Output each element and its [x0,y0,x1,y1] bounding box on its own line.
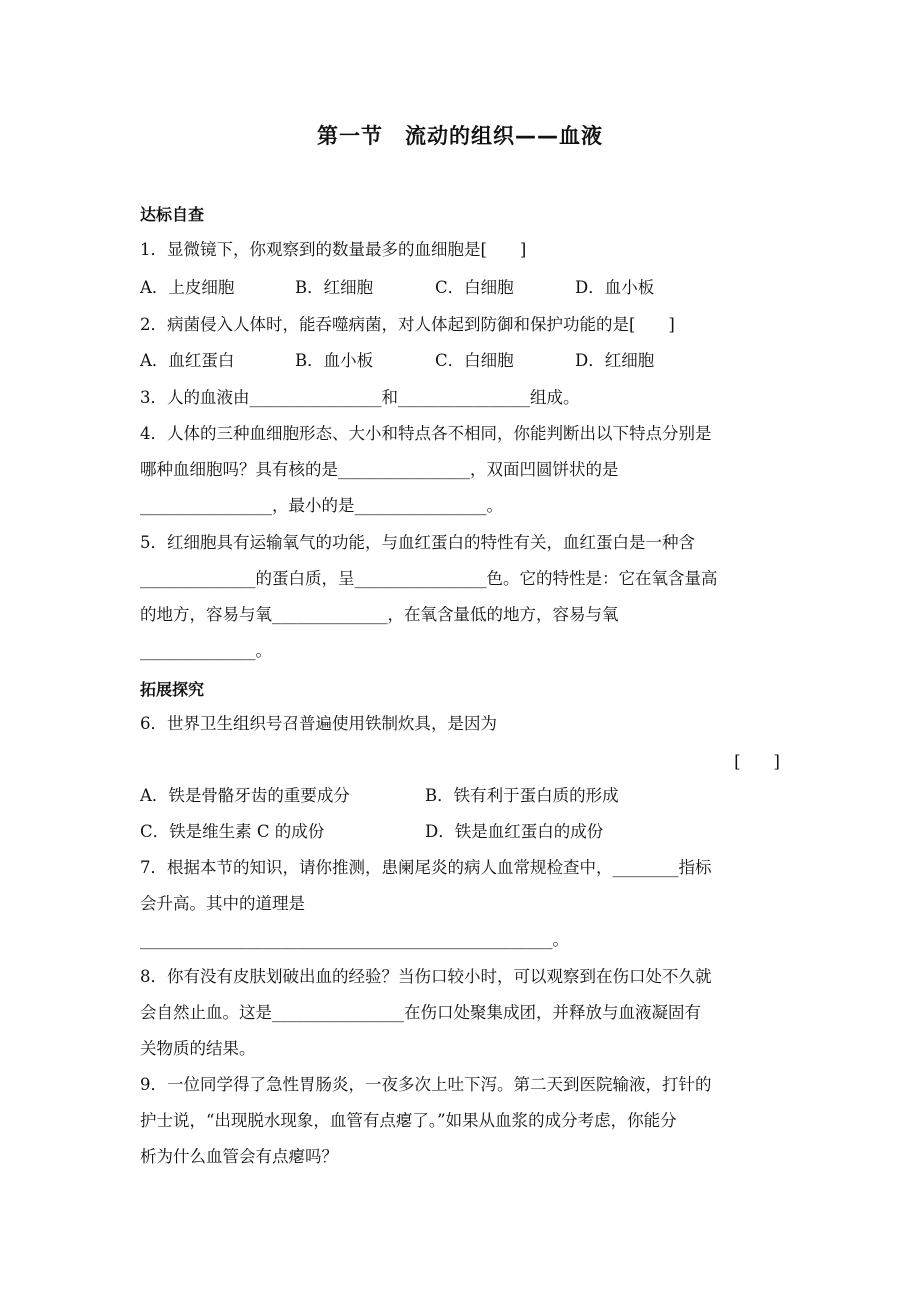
q2-option-a: A．血红蛋白 [140,351,235,370]
question-9-line-3: 析为什么血管会有点瘪吗？ [140,1147,338,1166]
question-7-line-2: 会升高。其中的道理是 [140,894,305,913]
question-6-bracket: [ ] [734,752,780,771]
question-2: 2．病菌侵入人体时，能吞噬病菌，对人体起到防御和保护功能的是[ ] [140,315,675,334]
q1-option-b: B．红细胞 [295,278,374,297]
q6-option-b: B．铁有利于蛋白质的形成 [425,786,619,805]
q6-option-c: C．铁是维生素 C 的成份 [140,822,325,841]
page-title: 第一节 流动的组织——血液 [317,124,603,148]
q2-option-c: C．白细胞 [435,351,514,370]
question-4-line-3: ________________，最小的是________________。 [140,496,503,515]
question-1: 1．显微镜下，你观察到的数量最多的血细胞是[ ] [140,240,527,259]
q1-option-a: A．上皮细胞 [140,278,235,297]
question-4-line-2: 哪种血细胞吗？具有核的是________________，双面凹圆饼状的是 [140,460,619,479]
question-8-line-2: 会自然止血。这是________________在伤口处聚集成团，并释放与血液凝固有 [140,1003,701,1022]
q6-option-d: D．铁是血红蛋白的成份 [425,822,604,841]
section-heading-self-check: 达标自查 [140,205,205,224]
q2-option-d: D．红细胞 [575,351,655,370]
question-7-line-3: __________________________________________________。 [140,930,569,949]
question-5-line-2: ______________的蛋白质，呈________________色。它的特性是：它在氧含量高 [140,569,718,588]
q1-option-d: D．血小板 [575,278,655,297]
question-8-line-3: 关物质的结果。 [140,1039,256,1058]
question-8-line-1: 8．你有没有皮肤划破出血的经验？当伤口较小时，可以观察到在伤口处不久就 [140,967,712,986]
question-9-line-2: 护士说，“出现脱水现象，血管有点瘪了。”如果从血浆的成分考虑，你能分 [140,1111,677,1130]
question-3: 3．人的血液由________________和________________组成。 [140,388,580,407]
q6-option-a: A．铁是骨骼牙齿的重要成分 [140,786,350,805]
question-6: 6．世界卫生组织号召普遍使用铁制炊具，是因为 [140,714,497,733]
question-4-line-1: 4．人体的三种血细胞形态、大小和特点各不相同，你能判断出以下特点分别是 [140,424,712,443]
question-9-line-1: 9．一位同学得了急性胃肠炎，一夜多次上吐下泻。第二天到医院输液，打针的 [140,1075,712,1094]
q2-option-b: B．血小板 [295,351,374,370]
question-7-line-1: 7．根据本节的知识，请你推测，患阑尾炎的病人血常规检查中，________指标 [140,858,712,877]
q1-option-c: C．白细胞 [435,278,514,297]
section-heading-extension: 拓展探究 [140,680,205,699]
question-5-line-1: 5．红细胞具有运输氧气的功能，与血红蛋白的特性有关，血红蛋白是一种含 [140,533,695,552]
question-5-line-3: 的地方，容易与氧______________，在氧含量低的地方，容易与氧 [140,605,619,624]
question-5-line-4: ______________。 [140,641,272,660]
